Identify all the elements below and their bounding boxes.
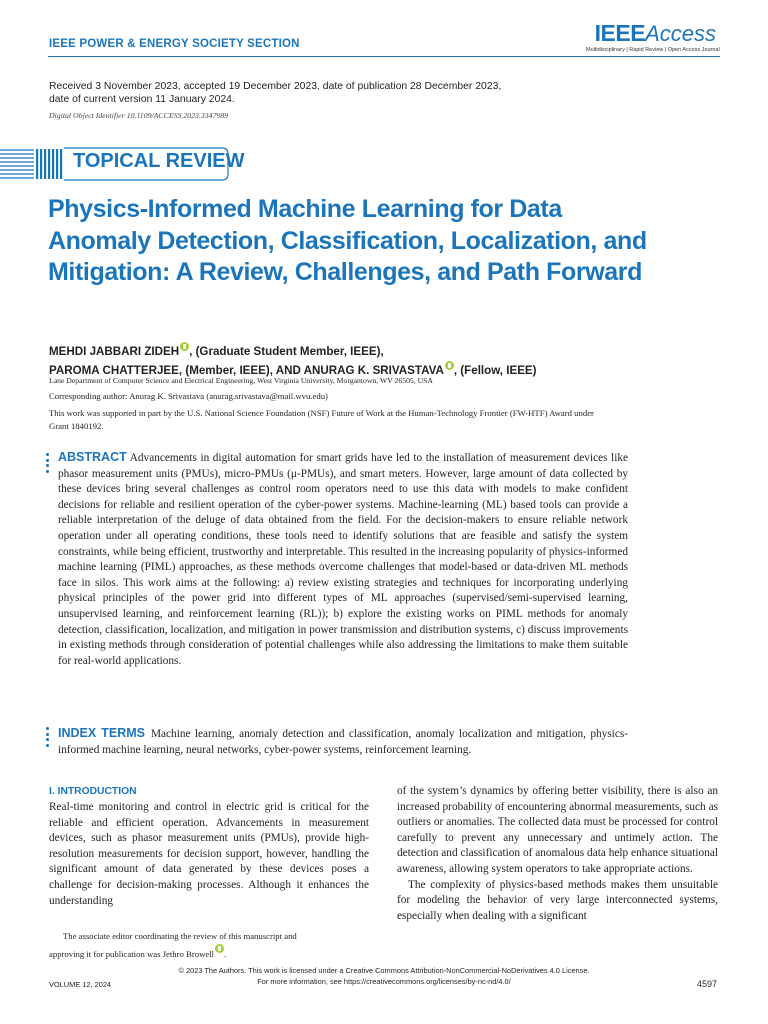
orcid-icon[interactable] (445, 361, 454, 370)
abstract-text: Advancements in digital automation for smart grids have led to the installation of measurement devices like phasor measurement units (PMUs), micro-PMUs (μ-PMUs), and smart meters. However, large amount of data collected by these devices bring several challenges as control room operators need to use this data with models to make confident decisions for reliable and resilient operation of the cyber-power systems. Machine-learning (ML) based tools can provide a reliable interpretation of the deluge of data obtained from the field. For the decision-makers to ensure reliable network operation under all operating conditions, these tools need to identify solutions that are feasible and satisfy the system constraints, while being efficient, trustworthy and interpretable. This resulted in the increasing popularity of physics-informed machine learning (PIML) approaches, as these methods overcome challenges that model-based or data-driven ML methods face in silos. This work aims at the following: a) review existing strategies and techniques for incorporating underlying physical principles of the power grid into different types of ML approaches (supervised/semi-supervised learning, unsupervised learning, and reinforcement learning (RL)); b) explore the existing works on PIML methods for anomaly detection, classification, localization, and mitigation in power transmission and distribution systems, c) discuss improvements in existing methods through consideration of potential challenges while also addressing the limitations to make them suitable for real-world applications. (58, 452, 628, 667)
header-rule (48, 56, 720, 57)
left-column-text: Real-time monitoring and control in electric grid is critical for the reliable and efficient operation. Advancements in measurement devices, such as phasor measurement units (PMUs), provide high-resolution measurements for decision support, however, handling the significant amount of data generated by these devices poses a challenge for decision-making processes. Although it enhances the understanding (49, 801, 369, 907)
index-terms-label: INDEX TERMS (58, 726, 145, 740)
author-list (49, 342, 609, 379)
logo-access: Access (645, 21, 716, 46)
index-terms (58, 726, 628, 758)
corresponding-author: Corresponding author: Anurag K. Srivastava (anurag.srivastava@mail.wvu.edu) (49, 391, 328, 401)
paragraph: of the system’s dynamics by offering better visibility, there is also an increased probability of encountering abnormal measurements, such as outliers or anomalies. The collected data must be processed for control carefully to prevent any unnecessary and untimely action. The detection and classification of anomalous data help enhance situational awareness, allowing system operators to take appropriate actions. (397, 785, 718, 875)
journal-logo (586, 20, 720, 53)
affiliation: Lane Department of Computer Science and Electrical Engineering, West Virginia University, Morgantown, WV 26505, USA (49, 376, 433, 385)
page-number: 4597 (696, 979, 717, 989)
author-name: PAROMA CHATTERJEE, (Member, IEEE), AND ANURAG K. SRIVASTAVA (49, 363, 444, 377)
footnote-line: The associate editor coordinating the review of this manuscript and (63, 931, 297, 941)
banner-label: TOPICAL REVIEW (73, 150, 245, 172)
doi: Digital Object Identifier 10.1109/ACCESS.2023.3347989 (49, 111, 229, 120)
funding-note: This work was supported in part by the U.S. National Science Foundation (NSF) Future of Work at the Human-Technology Frontier (FW-HTF) Award under Grant 1840192. (49, 408, 594, 431)
right-column (397, 784, 718, 924)
paragraph: The complexity of physics-based methods makes them unsuitable for modeling the behavior of very large interconnected systems, especially when dealing with a significant (397, 878, 718, 922)
logo-ieee: IEEE (594, 20, 646, 46)
footnote-end: . (224, 949, 227, 959)
author-role: , (Fellow, IEEE) (453, 363, 537, 377)
author-name: MEHDI JABBARI ZIDEH (49, 345, 180, 358)
license-text: © 2023 The Authors. This work is licensed under a Creative Commons Attribution-NonCommercial-NoDerivatives 4.0 License. (178, 966, 590, 975)
logo-tagline: Multidisciplinary | Rapid Review | Open Access Journal (586, 47, 720, 53)
abstract (58, 450, 628, 669)
section-heading: I. INTRODUCTION (49, 786, 137, 797)
index-terms-text: Machine learning, anomaly detection and classification, anomaly localization and mitigation, physics-informed machine learning, neural networks, cyber-power systems, reinforcement learning. (58, 728, 628, 756)
received-dates: Received 3 November 2023, accepted 19 December 2023, date of publication 28 December 2023, date of current version 11 January 2024. (49, 81, 502, 105)
editor-footnote (49, 929, 371, 962)
abstract-label: ABSTRACT (58, 450, 127, 464)
index-terms-dots-icon (46, 727, 49, 749)
paper-title: Physics-Informed Machine Learning for Data Anomaly Detection, Classification, Localization, and Mitigation: A Review, Challenges, and Path Forward (48, 195, 647, 286)
section-title: IEEE POWER & ENERGY SOCIETY SECTION (49, 38, 300, 50)
orcid-icon[interactable] (215, 944, 224, 953)
volume-info: VOLUME 12, 2024 (49, 980, 112, 989)
author-role: , (Graduate Student Member, IEEE), (189, 345, 384, 358)
abstract-dots-icon (46, 453, 49, 475)
license-link[interactable]: For more information, see https://creativecommons.org/licenses/by-nc-nd/4.0/ (257, 977, 511, 986)
orcid-icon[interactable] (180, 342, 189, 351)
footnote-line: approving it for publication was Jethro Browell (49, 949, 215, 959)
